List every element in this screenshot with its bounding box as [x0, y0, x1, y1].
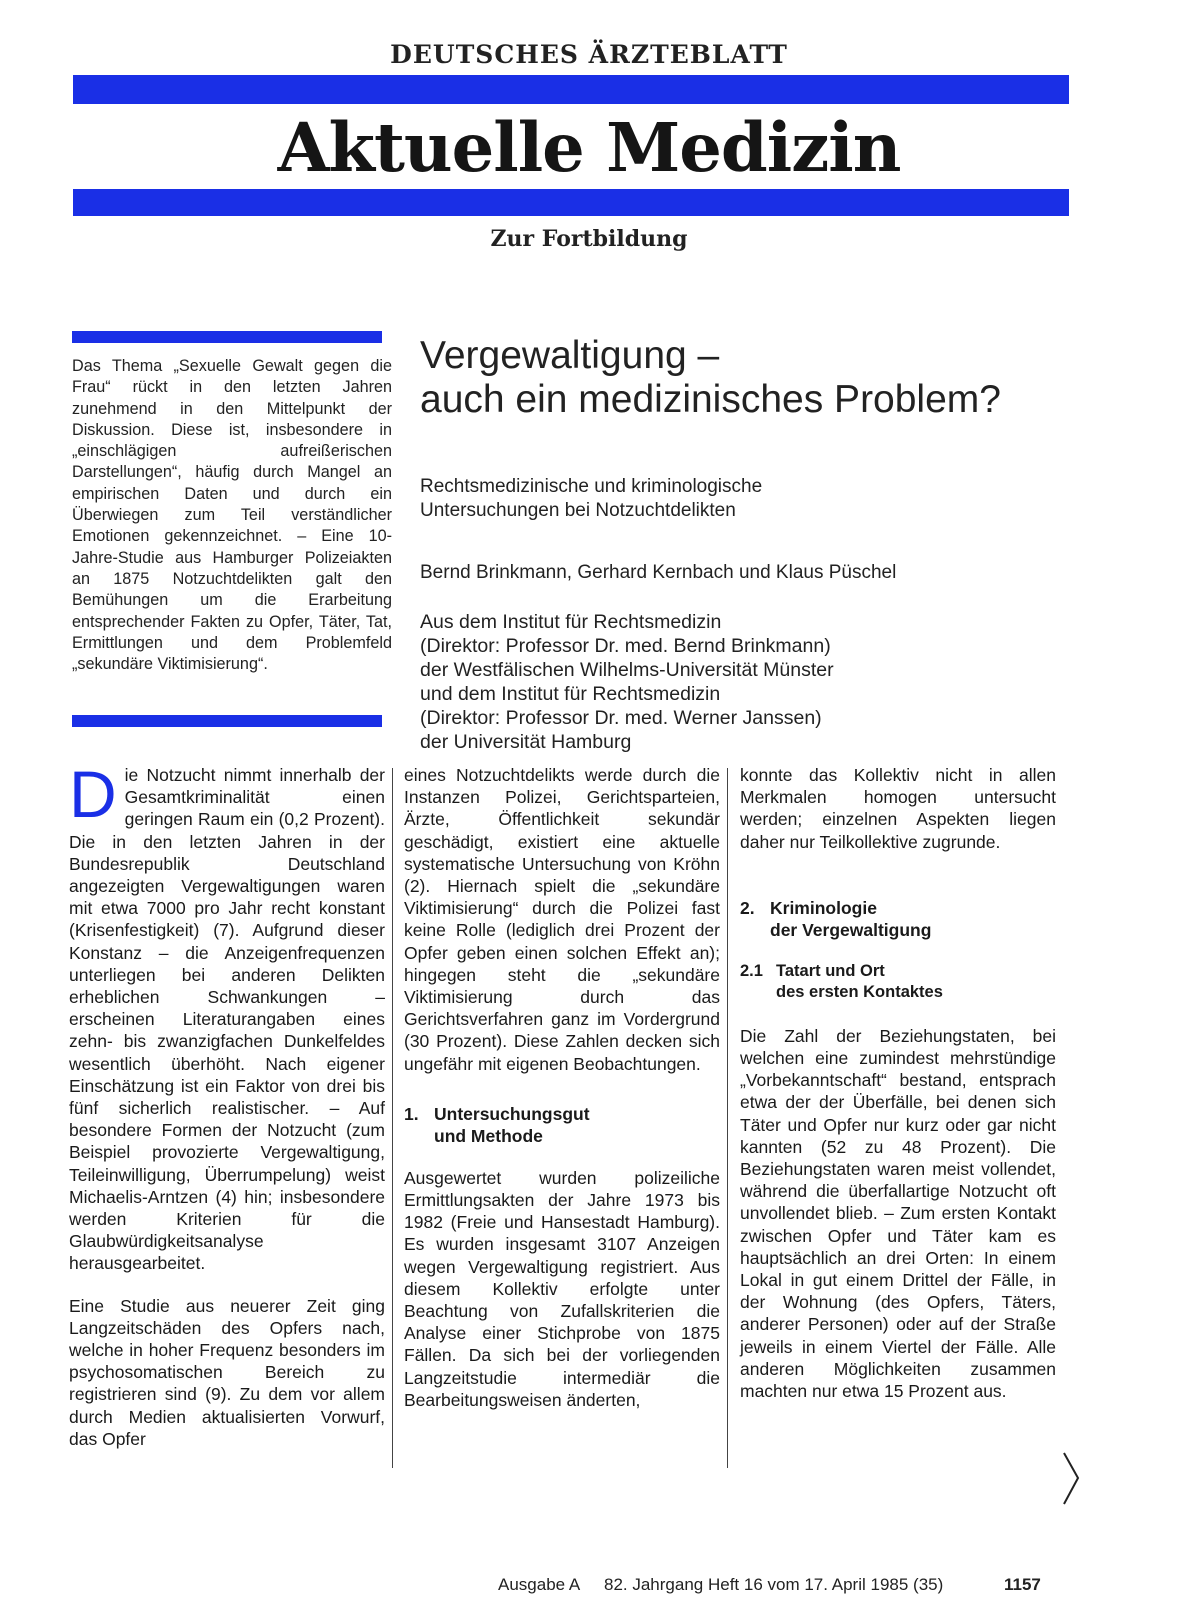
- body-column-1: [69, 757, 385, 1450]
- paragraph: Ausgewertet wurden polizeiliche Ermittlungsakten der Jahre 1973 bis 1982 (Freie und Hansestadt Hamburg). Es wurden insgesamt 3107 Anzeigen wegen Vergewaltigung registriert. Aus diesem Kollektiv erfolgte unter Beachtung von Zufallskriterien die Analyse einer Stichprobe von 1875 Fällen. Da sich bei der vorliegenden Langzeitstudie intermediär die Bearbeitungsweisen änderten,: [404, 1167, 720, 1410]
- heading-number: 1.: [404, 1103, 419, 1124]
- headline-line: auch ein medizinisches Problem?: [420, 378, 1001, 421]
- heading-number: 2.1: [740, 961, 763, 980]
- paragraph: Eine Studie aus neuerer Zeit ging Langzeitschäden des Opfers nach, welche in hoher Frequenz besonders im psychosomatischen Bereich zu registrieren sind (9). Zu dem vor allem durch Medien aktualisierten Vorwurf, das Opfer: [69, 1295, 385, 1449]
- affiliation-line: der Universität Hamburg: [420, 731, 632, 753]
- article-headline: [420, 334, 1140, 422]
- abstract-bar-bottom: [72, 715, 382, 727]
- heading-text: des ersten Kontaktes: [776, 982, 943, 1001]
- affiliation-line: (Direktor: Professor Dr. med. Werner Janssen): [420, 707, 822, 729]
- dropcap: D: [69, 757, 117, 831]
- heading-number: 2.: [740, 897, 755, 918]
- subtitle-line: Rechtsmedizinische und kriminologische: [420, 476, 763, 497]
- footer-issue: 82. Jahrgang Heft 16 vom 17. April 1985 (35): [604, 1575, 944, 1594]
- paragraph: [69, 757, 385, 1275]
- header-bar-bottom: [73, 189, 1069, 216]
- affiliation-line: (Direktor: Professor Dr. med. Bernd Brinkmann): [420, 635, 831, 657]
- article-affiliation: [420, 610, 1120, 754]
- headline-line: Vergewaltigung –: [420, 334, 720, 377]
- abstract-text: Das Thema „Sexuelle Gewalt gegen die Frau“ rückt in den letzten Jahren zunehmend in den Mittelpunkt der Diskussion. Diese ist, insbesondere in „einschlägigen aufreißerischen Darstellungen“, häufig durch Mangel an empirischen Daten und durch ein Überwiegen zum Teil verständlicher Emotionen gekennzeichnet. – Eine 10-Jahre-Studie aus Hamburger Polizeiakten an 1875 Notzuchtdelikten galt den Bemühungen um die Erarbeitung entsprechender Fakten zu Opfer, Täter, Tat, Ermittlungen und dem Problemfeld „sekundäre Viktimisierung“.: [72, 357, 392, 674]
- footer-edition: Ausgabe A: [498, 1575, 581, 1594]
- section-kicker: Zur Fortbildung: [490, 226, 688, 252]
- journal-masthead: DEUTSCHES ÄRZTEBLATT: [390, 40, 788, 69]
- section-heading: [740, 897, 1056, 941]
- affiliation-line: und dem Institut für Rechtsmedizin: [420, 683, 721, 705]
- paragraph: konnte das Kollektiv nicht in allen Merkmalen homogen untersucht werden; einzelnen Aspekten liegen daher nur Teilkollektive zugrunde.: [740, 765, 1056, 852]
- page-number: 1157: [1004, 1575, 1041, 1594]
- paragraph-text: ie Notzucht nimmt innerhalb der Gesamtkriminalität einen geringen Raum ein (0,2 Prozent). Die in den letzten Jahren in der Bundesrepublik Deutschland angezeigten Vergewaltigungen waren mit etwa 7000 pro Jahr recht konstant (Krisenfestigkeit) (7). Aufgrund dieser Konstanz – die Anzeigenfrequenzen unterliegen bei anderen Delikten erheblichen Schwankungen – erscheinen Literaturangaben eines zehn- bis zwanzigfachen Dunkelfeldes wesentlich überhöht. Nach eigener Einschätzung ist ein Faktor von drei bis fünf sicherlich realistischer. – Auf besondere Formen der Notzucht (zum Beispiel provozierte Vergewaltigung, Teileinwilligung, Überrumpelung) weist Michaelis-Arntzen (4) hin; insbesondere werden Kriterien für die Glaubwürdigkeitsanalyse herausgearbeitet.: [69, 765, 385, 1274]
- article-authors: Bernd Brinkmann, Gerhard Kernbach und Klaus Püschel: [420, 562, 897, 583]
- section-title: Aktuelle Medizin: [277, 108, 901, 187]
- subtitle-line: Untersuchungen bei Notzuchtdelikten: [420, 500, 736, 521]
- subsection-heading: [740, 961, 1056, 1003]
- heading-text: Kriminologie: [770, 897, 877, 918]
- column-rule: [727, 768, 728, 1468]
- heading-text: und Methode: [434, 1125, 543, 1146]
- heading-text: der Vergewaltigung: [770, 919, 932, 940]
- abstract-bar-top: [72, 331, 382, 343]
- header-bar-top: [73, 75, 1069, 104]
- section-heading: [404, 1103, 720, 1147]
- body-column-3: [740, 764, 1056, 1402]
- affiliation-line: Aus dem Institut für Rechtsmedizin: [420, 611, 722, 633]
- heading-text: Untersuchungsgut: [434, 1103, 590, 1124]
- body-column-2: [404, 764, 720, 1411]
- paragraph: Die Zahl der Beziehungstaten, bei welchen eine zumindest mehrstündige „Vorbekanntschaft“ bestand, entsprach etwa der der Überfälle, bei denen sich Täter und Opfer nur kurz oder gar nicht kannten (52 zu 48 Prozent). Die Beziehungstaten waren meist vollendet, während die überfallartige Notzucht oft unvollendet blieb. – Zum ersten Kontakt zwischen Opfer und Täter kam es hauptsächlich an drei Orten: In einem Lokal in gut einem Drittel der Fälle, in der Wohnung (des Opfers, Täters, anderer Personen) oder auf der Straße jeweils in einem Viertel der Fälle. Alle anderen Möglichkeiten zusammen machten nur etwa 15 Prozent aus.: [740, 1025, 1056, 1402]
- continue-arrow-icon: [1061, 1451, 1081, 1506]
- paragraph: eines Notzuchtdelikts werde durch die Instanzen Polizei, Gerichtsparteien, Ärzte, Öffentlichkeit sekundär geschädigt, existiert eine aktuelle systematische Untersuchung von Kröhn (2). Hiernach spielt die „sekundäre Viktimisierung“ durch die Polizei fast keine Rolle (lediglich drei Prozent der Opfer geben einen solchen Effekt an); hingegen steht die „sekundäre Viktimisierung durch das Gerichtsverfahren ganz im Vordergrund (30 Prozent). Diese Zahlen decken sich ungefähr mit eigenen Beobachtungen.: [404, 765, 720, 1074]
- column-rule: [392, 768, 393, 1468]
- heading-text: Tatart und Ort: [776, 961, 885, 980]
- article-subtitle: [420, 475, 1120, 523]
- affiliation-line: der Westfälischen Wilhelms-Universität Münster: [420, 659, 834, 681]
